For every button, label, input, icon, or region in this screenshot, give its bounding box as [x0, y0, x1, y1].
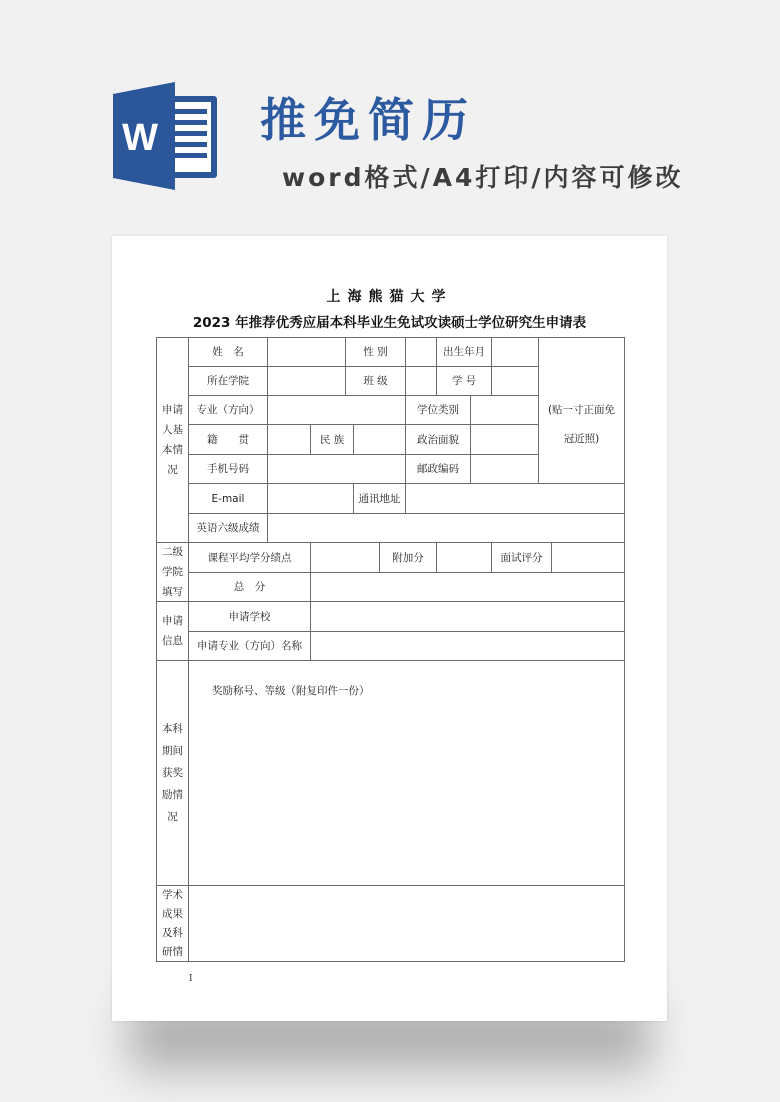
native-place-field[interactable] — [268, 425, 310, 454]
interview-field[interactable] — [552, 543, 624, 572]
birth-field[interactable] — [492, 338, 538, 366]
degree-type-field[interactable] — [471, 396, 538, 424]
class-field[interactable] — [406, 367, 436, 395]
word-icon — [113, 82, 219, 190]
target-school-field[interactable] — [311, 602, 624, 631]
postal-code-field[interactable] — [471, 455, 538, 483]
college-field[interactable] — [268, 367, 345, 395]
label-degree-type: 学位类别 — [417, 404, 459, 416]
label-gender: 性 别 — [363, 346, 388, 358]
svg-text:W: W — [122, 117, 158, 159]
awards-note: 奖励称号、等级（附复印件一份） — [212, 685, 370, 697]
label-birth: 出生年月 — [443, 346, 485, 358]
target-major-field[interactable] — [311, 632, 624, 660]
cet6-field[interactable] — [268, 514, 624, 542]
label-native-place: 籍 贯 — [207, 433, 249, 446]
gpa-field[interactable] — [311, 543, 379, 572]
bonus-field[interactable] — [437, 543, 491, 572]
banner-subtitle: word格式/A4打印/内容可修改 — [282, 163, 684, 192]
label-postal-code: 邮政编码 — [417, 463, 459, 475]
major-field[interactable] — [268, 396, 405, 424]
label-interview: 面试评分 — [500, 551, 543, 564]
document-page — [112, 236, 667, 1021]
awards-field[interactable] — [189, 661, 624, 885]
section-college-fill: 二级学院填写 — [162, 546, 183, 598]
university-name: 上海熊猫大学 — [326, 289, 453, 305]
label-ethnicity: 民 族 — [319, 433, 345, 446]
section-applicant-info: 申请人基本情况 — [162, 404, 183, 476]
label-class: 班 级 — [363, 375, 388, 387]
phone-field[interactable] — [268, 455, 405, 483]
photo-line2: 冠近照) — [563, 433, 600, 445]
political-status-field[interactable] — [471, 425, 538, 454]
section-research: 学术成果及科研情 — [162, 888, 183, 958]
label-total: 总 分 — [233, 581, 266, 593]
email-field[interactable] — [268, 484, 353, 513]
label-target-major: 申请专业（方向）名称 — [197, 640, 302, 652]
label-student-id: 学 号 — [451, 375, 477, 387]
label-address: 通讯地址 — [358, 492, 401, 505]
total-field[interactable] — [311, 573, 624, 601]
section-awards: 本科期间获奖励情况 — [162, 723, 183, 823]
label-email: E-mail — [211, 492, 245, 505]
research-field[interactable] — [189, 886, 624, 961]
name-field[interactable] — [268, 338, 345, 366]
label-major: 专业（方向） — [196, 404, 260, 416]
text-cursor-mark: I — [189, 974, 193, 984]
photo-line1: (贴一寸正面免 — [547, 404, 616, 416]
label-bonus: 附加分 — [392, 551, 424, 564]
label-phone: 手机号码 — [207, 463, 249, 475]
student-id-field[interactable] — [492, 367, 538, 395]
gender-field[interactable] — [406, 338, 436, 366]
banner-title: 推免简历 — [260, 93, 476, 147]
ethnicity-field[interactable] — [354, 425, 405, 454]
photo-placeholder[interactable] — [539, 396, 624, 454]
label-cet6: 英语六级成绩 — [196, 522, 260, 534]
section-application-info: 申请信息 — [162, 615, 183, 647]
label-target-school: 申请学校 — [228, 610, 271, 623]
label-college: 所在学院 — [207, 375, 249, 387]
label-gpa: 课程平均学分绩点 — [207, 551, 292, 564]
address-field[interactable] — [406, 484, 624, 513]
label-political-status: 政治面貌 — [417, 433, 459, 446]
label-name: 姓 名 — [212, 346, 244, 358]
form-title: 2023 年推荐优秀应届本科毕业生免试攻读硕士学位研究生申请表 — [192, 315, 587, 331]
